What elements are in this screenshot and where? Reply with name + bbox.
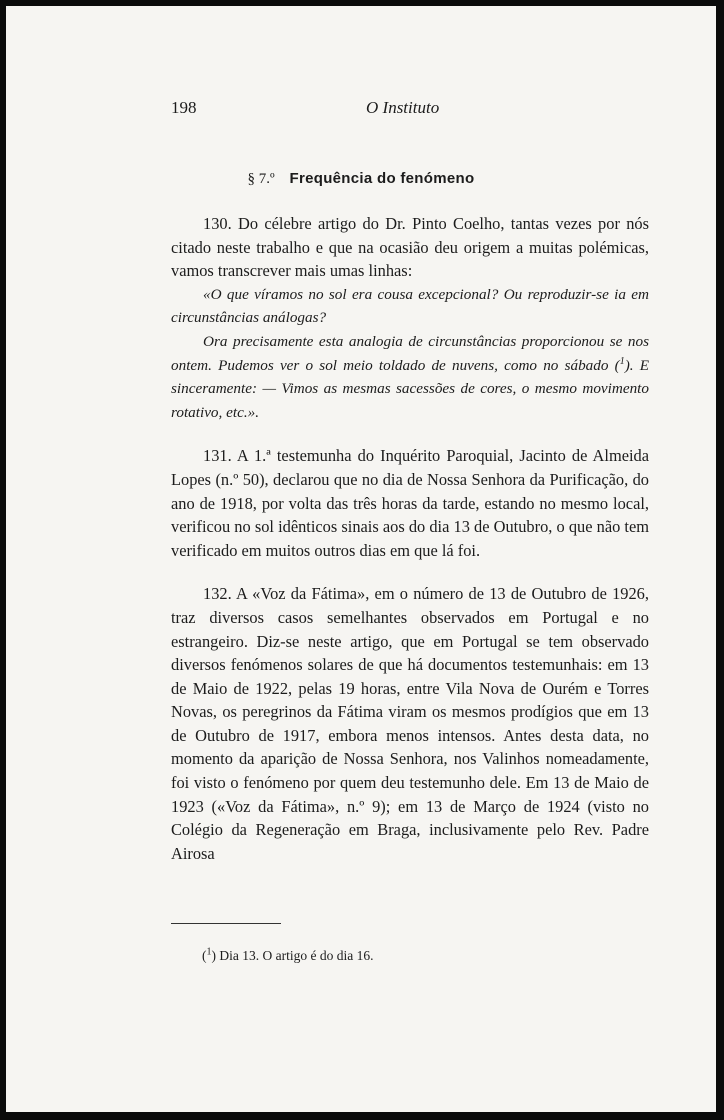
running-title: O Instituto [366, 98, 440, 117]
quote-text: «O que víramos no sol era cousa excepcional? Ou reproduzir-se ia em circunstâncias análogas? [171, 285, 649, 327]
paragraph-text: A «Voz da Fátima», em o número de 13 de Outubro de 1926, traz diversos casos semelhantes observados em Portugal e no estrangeiro. Diz-se neste artigo, que em Portugal se tem observado diversos fenómenos solares de que há documentos testemunhais: em 13 de Maio de 1922, pelas 19 horas, entre Vila Nova de Ourém e Torres Novas, os peregrinos da Fátima viram os mesmos prodígios que em 13 de Outubro de 1917, embora menos intensos. Antes desta data, no momento da aparição de Nossa Senhora, nos Valinhos nomeadamente, foi visto o fenómeno por quem deu testemunho dele. Em 13 de Maio de 1923 («Voz da Fátima», n.º 9); em 13 de Março de 1924 (visto no Colégio da Regeneração em Braga, inclusivamente pelo Rev. Padre Airosa [171, 584, 649, 863]
quote-text: ). E sinceramente: — Vimos as mesmas sacessões de cores, o mesmo movimento rotativo, etc.». [171, 356, 649, 421]
page-number: 198 [171, 98, 197, 117]
body-text [171, 212, 649, 865]
section-title [6, 169, 716, 188]
section-heading: Frequência do fenómeno [289, 170, 475, 187]
book-page [6, 6, 716, 1112]
paragraph-132 [171, 582, 649, 865]
section-number: § 7.º [247, 171, 275, 187]
footnote-text: Dia 13. O artigo é do dia 16. [219, 948, 374, 963]
paragraph-131 [171, 444, 649, 562]
quote-text: Ora precisamente esta analogia de circunstâncias proporcionou se nos ontem. Pudemos ver o sol meio toldado de nuvens, como no sábado ( [171, 332, 649, 374]
footnote: ($^1$) Dia 13. O artigo é do dia 16. [202, 946, 374, 963]
paragraph-number: 132. [203, 584, 232, 604]
paragraph-text: Do célebre artigo do Dr. Pinto Coelho, tantas vezes por nós citado neste trabalho e que na ocasião deu origem a muitas polémicas, vamos transcrever mais umas linhas: [171, 214, 649, 281]
footnote-divider [171, 923, 281, 924]
quote-paragraph [171, 283, 649, 330]
paragraph-text: A 1.ª testemunha do Inquérito Paroquial, Jacinto de Almeida Lopes (n.º 50), declarou que no dia de Nossa Senhora da Purificação, do ano de 1918, por volta das três horas da tarde, estando no mesmo local, verificou no sol idênticos sinais aos do dia 13 de Outubro, o que não tem verificado em muitos outros dias em que lá foi. [171, 446, 649, 560]
paragraph-130 [171, 212, 649, 283]
footnote-number: 1 [206, 946, 212, 958]
paragraph-number: 130. [203, 214, 232, 233]
paragraph-number: 131. [203, 446, 232, 466]
quote-paragraph [171, 330, 649, 424]
footnote-marker[interactable]: 1 [619, 355, 625, 367]
